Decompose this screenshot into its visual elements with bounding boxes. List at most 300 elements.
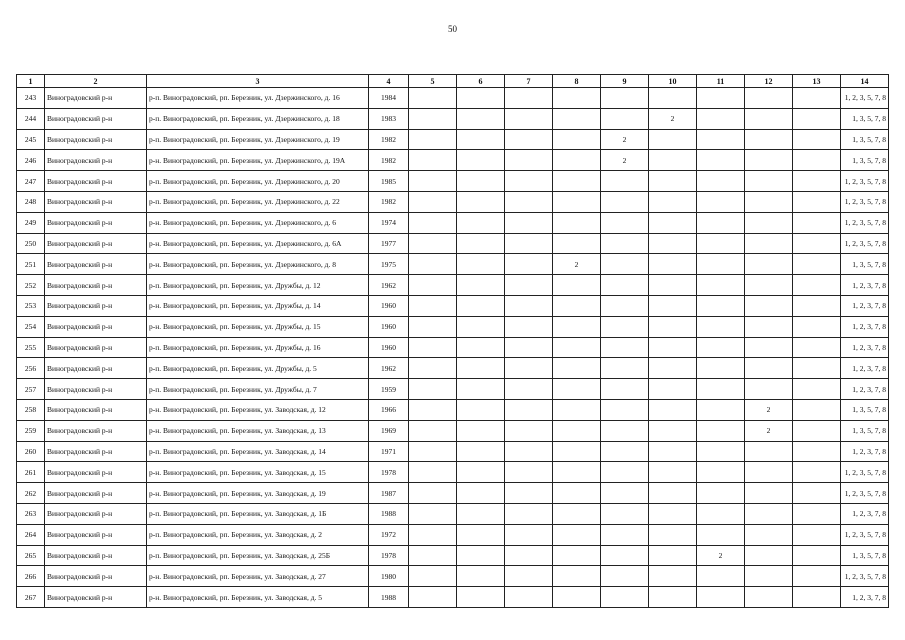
mark-cell (505, 441, 553, 462)
housing-register-table (16, 74, 889, 608)
mark-cell (457, 108, 505, 129)
year-cell: 1975 (369, 254, 409, 275)
mark-cell: 2 (697, 545, 745, 566)
mark-cell (697, 275, 745, 296)
column-header: 4 (369, 75, 409, 88)
address-cell: р-п. Виноградовский, рп. Березник, ул. Дружбы, д. 5 (147, 358, 369, 379)
mark-cell (505, 129, 553, 150)
year-cell: 1988 (369, 587, 409, 608)
district-cell: Виноградовский р-н (45, 295, 147, 316)
address-cell: р-н. Виноградовский, рп. Березник, ул. Дзержинского, д. 6 (147, 212, 369, 233)
address-cell: р-н. Виноградовский, рп. Березник, ул. Дружбы, д. 15 (147, 316, 369, 337)
codes-cell: 1, 2, 3, 5, 7, 8 (841, 483, 889, 504)
mark-cell (649, 441, 697, 462)
mark-cell (505, 524, 553, 545)
mark-cell (457, 129, 505, 150)
row-number-cell: 265 (17, 545, 45, 566)
codes-cell: 1, 2, 3, 7, 8 (841, 503, 889, 524)
column-header: 11 (697, 75, 745, 88)
mark-cell (553, 129, 601, 150)
mark-cell (601, 254, 649, 275)
mark-cell (505, 379, 553, 400)
address-cell: р-п. Виноградовский, рп. Березник, ул. Заводская, д. 2 (147, 524, 369, 545)
table-row (17, 358, 889, 379)
mark-cell (601, 233, 649, 254)
mark-cell (793, 150, 841, 171)
district-cell: Виноградовский р-н (45, 399, 147, 420)
address-cell: р-п. Виноградовский, рп. Березник, ул. Заводская, д. 1Б (147, 503, 369, 524)
codes-cell: 1, 3, 5, 7, 8 (841, 150, 889, 171)
mark-cell (793, 566, 841, 587)
mark-cell (409, 462, 457, 483)
year-cell: 1969 (369, 420, 409, 441)
mark-cell (505, 88, 553, 109)
mark-cell (409, 275, 457, 296)
mark-cell (553, 587, 601, 608)
mark-cell (601, 316, 649, 337)
mark-cell (601, 295, 649, 316)
mark-cell (649, 129, 697, 150)
mark-cell (409, 420, 457, 441)
district-cell: Виноградовский р-н (45, 503, 147, 524)
district-cell: Виноградовский р-н (45, 483, 147, 504)
mark-cell (793, 358, 841, 379)
page-number: 50 (448, 24, 457, 34)
address-cell: р-н. Виноградовский, рп. Березник, ул. Дзержинского, д. 6А (147, 233, 369, 254)
mark-cell (745, 566, 793, 587)
mark-cell (649, 587, 697, 608)
mark-cell: 2 (745, 420, 793, 441)
mark-cell (601, 171, 649, 192)
address-cell: р-п. Виноградовский, рп. Березник, ул. Дзержинского, д. 20 (147, 171, 369, 192)
mark-cell (649, 379, 697, 400)
mark-cell (409, 233, 457, 254)
mark-cell (697, 129, 745, 150)
mark-cell (793, 524, 841, 545)
mark-cell (553, 212, 601, 233)
mark-cell (649, 88, 697, 109)
mark-cell (457, 254, 505, 275)
mark-cell (457, 420, 505, 441)
mark-cell (505, 171, 553, 192)
year-cell: 1988 (369, 503, 409, 524)
address-cell: р-н. Виноградовский, рп. Березник, ул. Дзержинского, д. 19А (147, 150, 369, 171)
mark-cell (793, 420, 841, 441)
mark-cell (505, 254, 553, 275)
address-cell: р-н. Виноградовский, рп. Березник, ул. Заводская, д. 27 (147, 566, 369, 587)
mark-cell (553, 275, 601, 296)
column-header: 14 (841, 75, 889, 88)
mark-cell (409, 358, 457, 379)
year-cell: 1960 (369, 316, 409, 337)
row-number-cell: 263 (17, 503, 45, 524)
mark-cell (697, 233, 745, 254)
mark-cell (553, 358, 601, 379)
mark-cell (697, 337, 745, 358)
mark-cell (409, 295, 457, 316)
mark-cell (409, 587, 457, 608)
mark-cell (505, 358, 553, 379)
mark-cell (649, 524, 697, 545)
codes-cell: 1, 3, 5, 7, 8 (841, 108, 889, 129)
year-cell: 1985 (369, 171, 409, 192)
table-row (17, 483, 889, 504)
mark-cell (553, 483, 601, 504)
mark-cell (601, 420, 649, 441)
table-row (17, 379, 889, 400)
address-cell: р-н. Виноградовский, рп. Березник, ул. Заводская, д. 13 (147, 420, 369, 441)
mark-cell (553, 566, 601, 587)
mark-cell (745, 545, 793, 566)
district-cell: Виноградовский р-н (45, 566, 147, 587)
mark-cell (745, 358, 793, 379)
mark-cell: 2 (745, 399, 793, 420)
year-cell: 1960 (369, 337, 409, 358)
address-cell: р-н. Виноградовский, рп. Березник, ул. Заводская, д. 12 (147, 399, 369, 420)
codes-cell: 1, 2, 3, 7, 8 (841, 275, 889, 296)
mark-cell (601, 108, 649, 129)
mark-cell (745, 337, 793, 358)
district-cell: Виноградовский р-н (45, 129, 147, 150)
district-cell: Виноградовский р-н (45, 441, 147, 462)
mark-cell (745, 316, 793, 337)
mark-cell (505, 462, 553, 483)
codes-cell: 1, 2, 3, 5, 7, 8 (841, 212, 889, 233)
mark-cell: 2 (601, 150, 649, 171)
row-number-cell: 267 (17, 587, 45, 608)
mark-cell (505, 566, 553, 587)
codes-cell: 1, 3, 5, 7, 8 (841, 420, 889, 441)
address-cell: р-п. Виноградовский, рп. Березник, ул. Заводская, д. 14 (147, 441, 369, 462)
mark-cell (409, 316, 457, 337)
row-number-cell: 261 (17, 462, 45, 483)
year-cell: 1978 (369, 545, 409, 566)
district-cell: Виноградовский р-н (45, 254, 147, 275)
district-cell: Виноградовский р-н (45, 420, 147, 441)
mark-cell (697, 191, 745, 212)
codes-cell: 1, 2, 3, 7, 8 (841, 441, 889, 462)
table-row (17, 171, 889, 192)
mark-cell (649, 462, 697, 483)
address-cell: р-н. Виноградовский, рп. Березник, ул. Заводская, д. 19 (147, 483, 369, 504)
mark-cell (505, 295, 553, 316)
address-cell: р-п. Виноградовский, рп. Березник, ул. Дружбы, д. 7 (147, 379, 369, 400)
year-cell: 1971 (369, 441, 409, 462)
mark-cell (505, 212, 553, 233)
mark-cell (601, 212, 649, 233)
mark-cell (745, 129, 793, 150)
mark-cell (553, 441, 601, 462)
mark-cell (457, 503, 505, 524)
mark-cell (601, 566, 649, 587)
mark-cell (745, 150, 793, 171)
mark-cell (697, 524, 745, 545)
address-cell: р-н. Виноградовский, рп. Березник, ул. Дзержинского, д. 8 (147, 254, 369, 275)
codes-cell: 1, 2, 3, 5, 7, 8 (841, 524, 889, 545)
row-number-cell: 245 (17, 129, 45, 150)
codes-cell: 1, 2, 3, 5, 7, 8 (841, 191, 889, 212)
mark-cell (505, 233, 553, 254)
table-row (17, 420, 889, 441)
mark-cell (697, 399, 745, 420)
mark-cell (793, 441, 841, 462)
mark-cell (601, 379, 649, 400)
mark-cell: 2 (601, 129, 649, 150)
mark-cell (745, 295, 793, 316)
mark-cell (793, 462, 841, 483)
mark-cell (505, 545, 553, 566)
codes-cell: 1, 2, 3, 5, 7, 8 (841, 88, 889, 109)
mark-cell (601, 587, 649, 608)
district-cell: Виноградовский р-н (45, 337, 147, 358)
mark-cell (745, 441, 793, 462)
year-cell: 1972 (369, 524, 409, 545)
mark-cell (553, 295, 601, 316)
district-cell: Виноградовский р-н (45, 233, 147, 254)
mark-cell (745, 379, 793, 400)
year-cell: 1983 (369, 108, 409, 129)
mark-cell (745, 462, 793, 483)
year-cell: 1982 (369, 150, 409, 171)
mark-cell (505, 483, 553, 504)
mark-cell (745, 171, 793, 192)
district-cell: Виноградовский р-н (45, 212, 147, 233)
address-cell: р-н. Виноградовский, рп. Березник, ул. Дружбы, д. 14 (147, 295, 369, 316)
district-cell: Виноградовский р-н (45, 358, 147, 379)
mark-cell (457, 399, 505, 420)
mark-cell (505, 420, 553, 441)
year-cell: 1982 (369, 191, 409, 212)
district-cell: Виноградовский р-н (45, 108, 147, 129)
codes-cell: 1, 2, 3, 7, 8 (841, 337, 889, 358)
mark-cell (649, 545, 697, 566)
mark-cell (601, 545, 649, 566)
mark-cell (457, 275, 505, 296)
table-row (17, 108, 889, 129)
mark-cell (793, 295, 841, 316)
mark-cell (505, 587, 553, 608)
mark-cell (409, 337, 457, 358)
mark-cell (745, 587, 793, 608)
mark-cell (793, 171, 841, 192)
district-cell: Виноградовский р-н (45, 171, 147, 192)
mark-cell (505, 275, 553, 296)
district-cell: Виноградовский р-н (45, 150, 147, 171)
mark-cell (409, 88, 457, 109)
address-cell: р-п. Виноградовский, рп. Березник, ул. Дзержинского, д. 16 (147, 88, 369, 109)
row-number-cell: 251 (17, 254, 45, 275)
mark-cell (409, 108, 457, 129)
mark-cell (697, 108, 745, 129)
table-row (17, 587, 889, 608)
district-cell: Виноградовский р-н (45, 191, 147, 212)
mark-cell (409, 254, 457, 275)
mark-cell (649, 399, 697, 420)
mark-cell (553, 88, 601, 109)
mark-cell (553, 399, 601, 420)
row-number-cell: 243 (17, 88, 45, 109)
mark-cell (697, 379, 745, 400)
row-number-cell: 260 (17, 441, 45, 462)
mark-cell (553, 233, 601, 254)
column-header: 2 (45, 75, 147, 88)
mark-cell (409, 503, 457, 524)
mark-cell (553, 171, 601, 192)
mark-cell (745, 483, 793, 504)
mark-cell (457, 441, 505, 462)
table-row (17, 524, 889, 545)
table-row (17, 233, 889, 254)
column-header: 5 (409, 75, 457, 88)
row-number-cell: 247 (17, 171, 45, 192)
mark-cell (457, 462, 505, 483)
mark-cell (649, 171, 697, 192)
mark-cell (505, 108, 553, 129)
mark-cell (793, 212, 841, 233)
mark-cell (505, 503, 553, 524)
mark-cell (409, 545, 457, 566)
table-row (17, 212, 889, 233)
codes-cell: 1, 2, 3, 7, 8 (841, 295, 889, 316)
mark-cell (793, 316, 841, 337)
year-cell: 1962 (369, 275, 409, 296)
table-row (17, 441, 889, 462)
column-header: 10 (649, 75, 697, 88)
mark-cell (457, 150, 505, 171)
codes-cell: 1, 2, 3, 7, 8 (841, 358, 889, 379)
mark-cell (457, 88, 505, 109)
mark-cell (649, 275, 697, 296)
table-row (17, 566, 889, 587)
mark-cell (505, 191, 553, 212)
mark-cell (553, 191, 601, 212)
mark-cell (697, 503, 745, 524)
codes-cell: 1, 2, 3, 5, 7, 8 (841, 462, 889, 483)
mark-cell (697, 316, 745, 337)
mark-cell (697, 587, 745, 608)
mark-cell (601, 503, 649, 524)
mark-cell (457, 316, 505, 337)
row-number-cell: 244 (17, 108, 45, 129)
row-number-cell: 254 (17, 316, 45, 337)
address-cell: р-п. Виноградовский, рп. Березник, ул. Дружбы, д. 12 (147, 275, 369, 296)
address-cell: р-п. Виноградовский, рп. Березник, ул. Дзержинского, д. 18 (147, 108, 369, 129)
mark-cell (601, 462, 649, 483)
table-header-row (17, 75, 889, 88)
address-cell: р-п. Виноградовский, рп. Березник, ул. Заводская, д. 25Б (147, 545, 369, 566)
mark-cell (649, 191, 697, 212)
codes-cell: 1, 3, 5, 7, 8 (841, 399, 889, 420)
mark-cell (601, 337, 649, 358)
mark-cell (649, 503, 697, 524)
mark-cell (793, 587, 841, 608)
mark-cell (697, 441, 745, 462)
mark-cell (457, 171, 505, 192)
mark-cell (697, 88, 745, 109)
mark-cell (649, 566, 697, 587)
row-number-cell: 258 (17, 399, 45, 420)
mark-cell (793, 233, 841, 254)
column-header: 1 (17, 75, 45, 88)
row-number-cell: 257 (17, 379, 45, 400)
mark-cell (745, 275, 793, 296)
district-cell: Виноградовский р-н (45, 462, 147, 483)
year-cell: 1959 (369, 379, 409, 400)
table-row (17, 150, 889, 171)
row-number-cell: 253 (17, 295, 45, 316)
mark-cell (793, 275, 841, 296)
mark-cell (745, 254, 793, 275)
year-cell: 1977 (369, 233, 409, 254)
mark-cell (409, 129, 457, 150)
mark-cell (553, 420, 601, 441)
mark-cell (409, 212, 457, 233)
table-row (17, 88, 889, 109)
mark-cell (553, 462, 601, 483)
mark-cell (697, 212, 745, 233)
mark-cell (409, 399, 457, 420)
row-number-cell: 250 (17, 233, 45, 254)
row-number-cell: 262 (17, 483, 45, 504)
mark-cell (649, 358, 697, 379)
district-cell: Виноградовский р-н (45, 275, 147, 296)
mark-cell: 2 (649, 108, 697, 129)
district-cell: Виноградовский р-н (45, 379, 147, 400)
mark-cell: 2 (553, 254, 601, 275)
mark-cell (793, 399, 841, 420)
mark-cell (505, 316, 553, 337)
row-number-cell: 252 (17, 275, 45, 296)
row-number-cell: 256 (17, 358, 45, 379)
mark-cell (745, 108, 793, 129)
year-cell: 1987 (369, 483, 409, 504)
mark-cell (553, 337, 601, 358)
mark-cell (553, 503, 601, 524)
mark-cell (457, 295, 505, 316)
address-cell: р-п. Виноградовский, рп. Березник, ул. Дзержинского, д. 19 (147, 129, 369, 150)
mark-cell (457, 587, 505, 608)
mark-cell (649, 420, 697, 441)
mark-cell (553, 545, 601, 566)
mark-cell (793, 379, 841, 400)
row-number-cell: 246 (17, 150, 45, 171)
mark-cell (649, 483, 697, 504)
table-row (17, 129, 889, 150)
mark-cell (457, 191, 505, 212)
mark-cell (601, 524, 649, 545)
column-header: 8 (553, 75, 601, 88)
row-number-cell: 248 (17, 191, 45, 212)
mark-cell (745, 233, 793, 254)
codes-cell: 1, 3, 5, 7, 8 (841, 545, 889, 566)
district-cell: Виноградовский р-н (45, 316, 147, 337)
row-number-cell: 249 (17, 212, 45, 233)
mark-cell (649, 233, 697, 254)
mark-cell (793, 254, 841, 275)
mark-cell (697, 295, 745, 316)
mark-cell (745, 524, 793, 545)
table-row (17, 275, 889, 296)
mark-cell (697, 150, 745, 171)
mark-cell (409, 524, 457, 545)
year-cell: 1960 (369, 295, 409, 316)
mark-cell (649, 295, 697, 316)
district-cell: Виноградовский р-н (45, 524, 147, 545)
mark-cell (505, 150, 553, 171)
mark-cell (505, 399, 553, 420)
table-row (17, 503, 889, 524)
mark-cell (697, 566, 745, 587)
